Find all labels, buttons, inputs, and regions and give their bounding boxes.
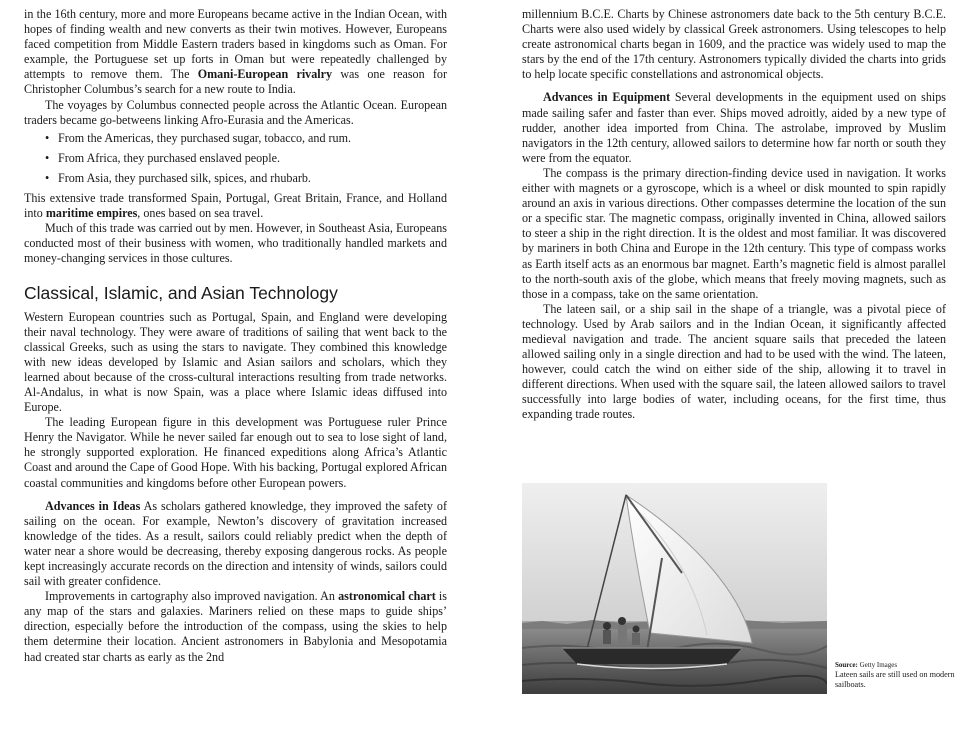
paragraph-advances-in-equipment [522,90,946,165]
paragraph-maritime-empires [24,191,447,221]
left-column [24,7,447,665]
bullet-item-asia: • From Asia, they purchased silk, spices, and rhubarb. [58,171,447,186]
key-term-omani-european-rivalry: Omani-European rivalry [197,67,333,82]
paragraph-naval-technology: Western European countries such as Portugal, Spain, and England were developing their naval technology. They were aware of traditions of sailing that went back to the classical Greeks, such as using the stars to navigate. They combined this knowledge with new ideas developed by Islamic and Asian sailors and scholars, which they learned about because of the cross-cultural interactions resulting from trade networks. Al-Andalus, in what is now Spain, was a place where Islamic ideas diffused into Europe. [24,309,447,415]
paragraph-columbus-voyages: The voyages by Columbus connected people across the Atlantic Ocean. European traders became go-betweens linking Afro-Eurasia and the Americas. [24,97,447,127]
bullet-item-americas: • From the Americas, they purchased sugar, tobacco, and rum. [58,131,447,146]
key-term-maritime-empires: maritime empires [45,206,138,221]
right-column [522,7,946,423]
paragraph-lateen-sail: The lateen sail, or a ship sail in the shape of a triangle, was a pivotal piece of technology. Used by Arab sailors and in the Indian Ocean, it significantly affected medieval navigation and trade. The ancient square sails that preceded the lateen allowed sailing only in a single direction and had to be used with the wind. The lateen, however, could catch the wind on either side of the ship, allowing it to travel in different directions. When used with the square sail, the lateen allowed sailors to travel successfully into large bodies of water, including oceans, for the first time, thus expanding trade routes. [522,301,946,422]
subheading-advances-in-ideas: Advances in Ideas [45,498,141,513]
caption-text: Lateen sails are still used on modern sailboats. [835,670,955,690]
text-run: This extensive trade transformed Spain, Portugal, Great Britain, France, and Holland into [24,191,447,221]
source-label: Source: [835,661,858,669]
text-run: was one reason for Christopher Columbus’s search for a new route to India. [24,67,448,97]
lateen-sailboat-photo [522,483,827,694]
paragraph-star-charts: millennium B.C.E. Charts by Chinese astronomers date back to the 5th century B.C.E. Charts were also used widely by classical Greek astronomers. Using telescopes to help create astronomical charts began in 1609, and the practice was widely used to map the stars by the end of the 17th century. Astronomers typically divided the charts into grids to help locate specific constellations and astronomical objects. [522,7,946,82]
photo-source [835,660,955,670]
key-term-astronomical-chart: astronomical chart [338,589,436,604]
paragraph-astronomical-chart [24,589,447,664]
text-run: Several developments in the equipment used on ships made sailing safer and faster than ever. Ships moved adroitly, aided by a new type of rudder, another idea imported from China. The astrolabe, improved by Muslim navigators in the 12th century, allowed sailors to determine how far north or south they were from the equator. [522,90,947,165]
photo-caption [835,660,955,691]
text-run: Improvements in cartography also improved navigation. An [45,589,339,604]
text-run: in the 16th century, more and more Europeans became active in the Indian Ocean, with hopes of finding wealth and new converts as their twin motives. However, Europeans faced competition from Middle Eastern traders based in kingdoms such as Oman. For example, the Portuguese set up forts in Oman but were repeatedly challenged by attempts to remove them. The [24,7,447,82]
trade-bullet-list [24,131,447,186]
paragraph-southeast-asia-trade: Much of this trade was carried out by men. However, in Southeast Asia, Europeans conducted most of their business with women, who traditionally handled markets and money-changing services in those cultures. [24,221,447,266]
text-run: , ones based on sea travel. [137,206,264,221]
bullet-item-africa: • From Africa, they purchased enslaved people. [58,151,447,166]
section-heading: Classical, Islamic, and Asian Technology [24,282,338,303]
source-value: Getty Images [857,661,898,669]
paragraph-prince-henry: The leading European figure in this development was Portuguese ruler Prince Henry the Navigator. While he never sailed far enough out to sea to lose sight of land, he strongly supported exploration. He financed expeditions along Africa’s Atlantic Coast and around the Cape of Good Hope. With his backing, Portugal explored African coastal communities and kingdoms before other European powers. [24,415,447,490]
text-run: is any map of the stars and galaxies. Mariners relied on these maps to guide ships’ direction, especially before the introduction of the compass, using the skies to help them determine their location. Ancient astronomers in Babylonia and Mesopotamia had created star charts as early as the 2nd [24,589,448,664]
paragraph-advances-in-ideas [24,499,447,590]
paragraph-omani-rivalry [24,7,447,98]
subheading-advances-in-equipment: Advances in Equipment [543,90,671,105]
paragraph-compass: The compass is the primary direction-finding device used in navigation. It works either with magnets or a gyroscope, which is a wheel or disk mounted to spin rapidly around an axis in various directions. Other compasses determine the location of the sun or a specific star. The magnetic compass, originally invented in China, allowed sailors to steer a ship in the right direction. It is the oldest and most familiar. It was discovered by mariners in both China and Europe in the 12th century. This type of compass works as Earth itself acts as an enormous bar magnet. Earth’s magnetic field is almost parallel to the north-south axis of the globe, which means that freely moving magnets, such as those in a compass, take on the same orientation. [522,165,946,301]
text-run: As scholars gathered knowledge, they improved the safety of sailing on the ocean. For example, Newton’s discovery of gravitation increased knowledge of the tides. As a result, sailors could reliably predict when the depth of water near a shore would be decreasing, thereby exposing dangerous rocks. As people kept increasingly accurate records on the direction and intensity of winds, sailors could sail with greater confidence. [24,498,447,589]
